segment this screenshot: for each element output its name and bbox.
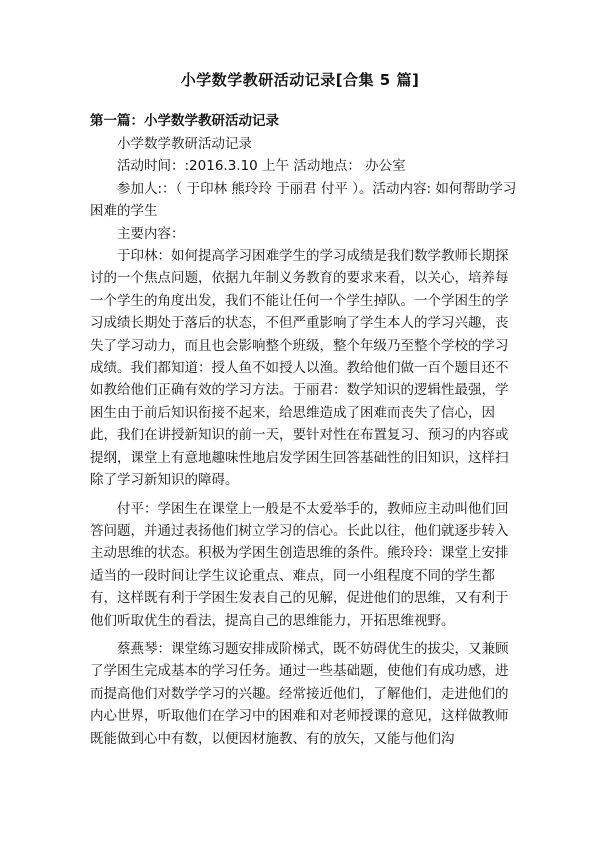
activity-time-location: 活动时间：:2016.3.10 上午 活动地点： 办公室 xyxy=(117,158,406,175)
main-content-label: 主要内容： xyxy=(117,225,185,242)
body-paragraph: 蔡燕琴：课堂练习题安排成阶梯式，既不妨碍优生的拔尖，又兼顾了学困生完成基本的学习任务。通过一些基础题，使他们有成功感，进而提高他们对数学学习的兴趣。经常接近他们，了解他们，走进他们的内心世界，听取他们在学习中的困难和对老师授课的意见，这样做教师既能做到心中有数，以便因材施教、有的放矢，又能与他们沟 xyxy=(90,640,509,747)
document-title: 小学数学教研活动记录[合集 5 篇] xyxy=(180,71,420,89)
body-paragraph: 于印林：如何提高学习困难学生的学习成绩是我们数学教师长期探讨的一个焦点问题，依据九年制义务教育的要求来看，以关心，培养每一个学生的角度出发，我们不能让任何一个学生掉队。一个学困生的学习成绩长期处于落后的状态，不但严重影响了学生本人的学习兴趣，丧失了学习动力，而且也会影响整个班级，整个年级乃至整个学校的学习成绩。我们都知道：授人鱼不如授人以渔。教给他们做一百个题目还不如教给他们正确有效的学习方法。于丽君：数学知识的逻辑性最强，学困生由于前后知识衔接不起来，给思维造成了困难而丧失了信心，因此，我们在讲授新知识的前一天，要针对性在布置复习、预习的内容或提纲，课堂上有意地趣味性地启发学困生回答基础性的旧知识，这样扫除了学习新知识的障碍。 xyxy=(90,248,509,489)
document-subtitle: 小学数学教研活动记录 xyxy=(117,136,252,152)
document-body xyxy=(90,133,520,750)
section-heading: 第一篇：小学数学教研活动记录 xyxy=(90,113,279,129)
body-paragraph: 付平：学困生在课堂上一般是不太爱举手的，教师应主动叫他们回答问题，并通过表扬他们树立学习的信心。长此以往，他们就逐步转入主动思维的状态。积极为学困生创造思维的条件。熊玲玲：课堂上安排适当的一段时间让学生议论重点、难点，同一小组程度不同的学生都有，这样既有利于学困生发表自己的见解，促进他们的思维，又有利于他们听取优生的看法，提高自己的思维能力，开拓思维视野。 xyxy=(90,500,509,629)
participants-line: 参加人:：（ 于印林 熊玲玲 于丽君 付平 ）。活动内容: 如何帮助学习困难的学生 xyxy=(90,180,517,220)
